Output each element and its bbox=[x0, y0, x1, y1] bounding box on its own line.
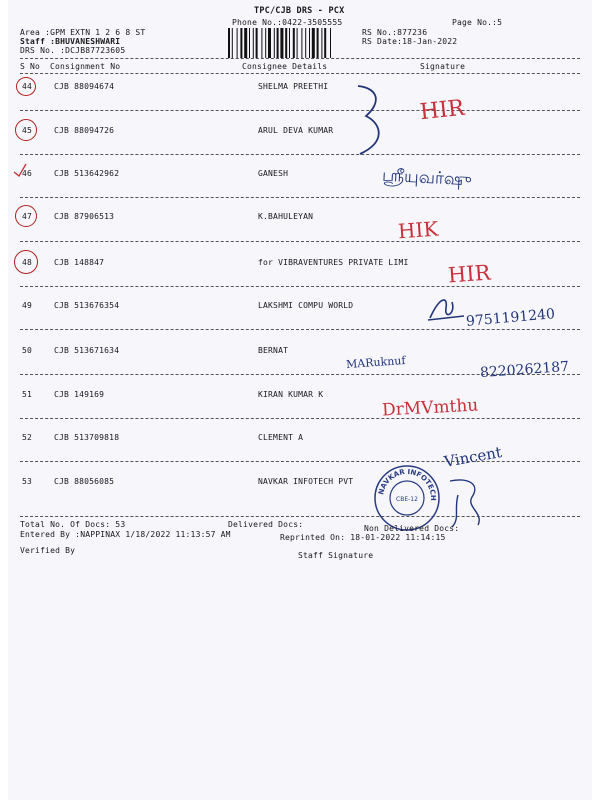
row-consignment: CJB 513642962 bbox=[54, 169, 120, 178]
hir-signature: HIR bbox=[418, 95, 466, 126]
drs-number: DRS No. :DCJB87723605 bbox=[20, 46, 126, 55]
scribble-signature bbox=[426, 294, 466, 330]
drs-sheet bbox=[8, 0, 592, 800]
circle-mark bbox=[15, 205, 37, 227]
row-divider bbox=[20, 110, 580, 111]
circle-mark bbox=[16, 77, 36, 96]
row-consignee: K.BAHULEYAN bbox=[258, 212, 314, 221]
hir-signature: HIK bbox=[397, 216, 440, 244]
row-consignee: NAVKAR INFOTECH PVT bbox=[258, 477, 354, 486]
row-sno: 47 bbox=[22, 212, 33, 221]
phone-handwritten: 9751191240 bbox=[465, 306, 556, 330]
row-consignee: LAKSHMI COMPU WORLD bbox=[258, 301, 354, 310]
hir-signature: HIR bbox=[447, 260, 492, 288]
tamil-signature: ஸ்ரீயுவர்ஷு bbox=[381, 165, 473, 191]
row-sno: 52 bbox=[22, 433, 33, 442]
phone-handwritten: 8220262187 bbox=[479, 358, 570, 382]
row-consignee: ARUL DEVA KUMAR bbox=[258, 126, 334, 135]
doc-title: TPC/CJB DRS - PCX bbox=[254, 6, 345, 16]
handwritten-signature: MARuknuf bbox=[345, 353, 406, 372]
page-number: Page No.:5 bbox=[452, 18, 503, 27]
verified-by: Verified By bbox=[20, 546, 76, 555]
row-consignee: CLEMENT A bbox=[258, 433, 304, 442]
svg-text:NAVKAR INFOTECH: NAVKAR INFOTECH bbox=[377, 467, 438, 501]
row-consignment: CJB 87906513 bbox=[54, 212, 115, 221]
row-divider bbox=[20, 197, 580, 198]
row-consignment: CJB 148847 bbox=[54, 258, 105, 267]
delivered-docs: Delivered Docs: bbox=[228, 520, 304, 529]
handwritten-signature: DrMVmthu bbox=[381, 395, 479, 421]
svg-text:CBE-12: CBE-12 bbox=[396, 496, 418, 503]
row-divider bbox=[20, 329, 580, 330]
row-consignee: KIRAN KUMAR K bbox=[258, 390, 324, 399]
row-consignment: CJB 88094726 bbox=[54, 126, 115, 135]
row-sno: 50 bbox=[22, 346, 33, 355]
row-consignment: CJB 513676354 bbox=[54, 301, 120, 310]
row-divider bbox=[20, 286, 580, 287]
row-sno: 45 bbox=[22, 126, 33, 135]
row-sno: 53 bbox=[22, 477, 33, 486]
row-consignee: BERNAT bbox=[258, 346, 289, 355]
col-signature: Signature bbox=[420, 62, 466, 71]
reprinted-on: Reprinted On: 18-01-2022 11:14:15 bbox=[280, 533, 446, 542]
row-consignee: for VIBRAVENTURES PRIVATE LIMI bbox=[258, 258, 409, 267]
header-rule-top bbox=[20, 58, 580, 59]
total-docs: Total No. Of Docs: 53 bbox=[20, 520, 126, 529]
row-divider bbox=[20, 241, 580, 242]
row-consignment: CJB 513709818 bbox=[54, 433, 120, 442]
row-sno: 49 bbox=[22, 301, 33, 310]
circle-mark bbox=[15, 119, 37, 141]
row-divider bbox=[20, 516, 580, 517]
circle-mark bbox=[14, 250, 38, 274]
entered-by: Entered By :NAPPINAX 1/18/2022 11:13:57 AM bbox=[20, 530, 231, 539]
rs-number: RS No.:877236 bbox=[362, 28, 428, 37]
brace-mark bbox=[352, 82, 388, 158]
row-sno: 44 bbox=[22, 82, 33, 91]
row-consignment: CJB 88056085 bbox=[54, 477, 115, 486]
col-sno: S No bbox=[20, 62, 41, 71]
staff-label: Staff :BHUVANESHWARI bbox=[20, 37, 121, 46]
row-divider bbox=[20, 418, 580, 419]
phone-number: Phone No.:0422-3505555 bbox=[232, 18, 343, 27]
header-rule-bottom bbox=[20, 73, 580, 74]
non-delivered-docs: Non Delivered Docs: bbox=[364, 524, 460, 533]
staff-signature: Staff Signature bbox=[298, 551, 374, 560]
row-sno: 48 bbox=[22, 258, 33, 267]
rs-date: RS Date:18-Jan-2022 bbox=[362, 37, 458, 46]
barcode bbox=[228, 28, 354, 58]
row-consignee: GANESH bbox=[258, 169, 289, 178]
tick-mark bbox=[10, 160, 33, 180]
area-label: Area :GPM EXTN 1 2 6 8 ST bbox=[20, 28, 146, 37]
row-consignee: SHELMA PREETHI bbox=[258, 82, 329, 91]
row-consignment: CJB 88094674 bbox=[54, 82, 115, 91]
row-divider bbox=[20, 154, 580, 155]
handwritten-signature: Vincent bbox=[442, 443, 504, 471]
col-consignee: Consignee Details bbox=[242, 62, 328, 71]
row-consignment: CJB 513671634 bbox=[54, 346, 120, 355]
company-stamp bbox=[372, 463, 442, 533]
row-sno: 46 bbox=[22, 169, 33, 178]
row-sno: 51 bbox=[22, 390, 33, 399]
col-consignment: Consignment No bbox=[50, 62, 121, 71]
row-consignment: CJB 149169 bbox=[54, 390, 105, 399]
